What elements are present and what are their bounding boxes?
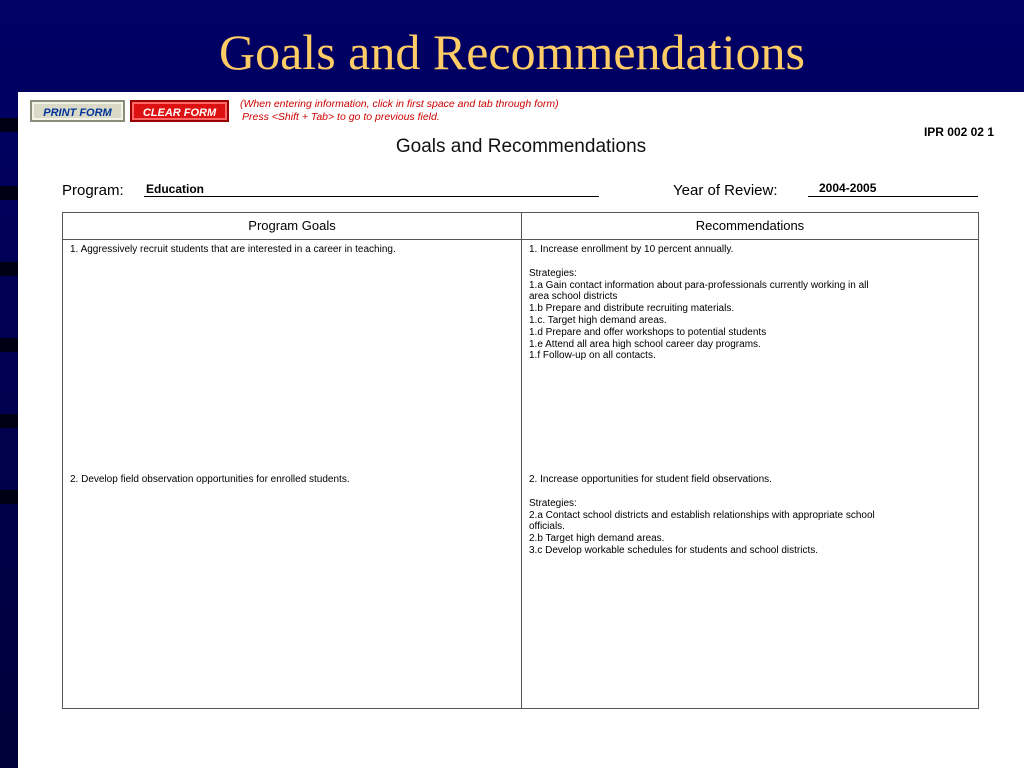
recommendation-line: officials. xyxy=(529,521,565,533)
recommendation-line: 1.b Prepare and distribute recruiting materials. xyxy=(529,303,735,315)
form-sheet xyxy=(18,92,1024,768)
recommendation-line: 1.a Gain contact information about para-professionals currently working in all xyxy=(529,279,869,291)
decor-stripe xyxy=(0,414,18,428)
recommendation-line: 1.f Follow-up on all contacts. xyxy=(529,350,656,362)
goal-item[interactable]: 2. Develop field observation opportunities for enrolled students. xyxy=(70,474,350,485)
form-id: IPR 002 02 1 xyxy=(923,125,994,139)
recommendation-line: 1. Increase enrollment by 10 percent annually. xyxy=(529,244,734,255)
clear-form-button[interactable]: CLEAR FORM xyxy=(130,100,229,122)
goal-item[interactable]: 1. Aggressively recruit students that are interested in a career in teaching. xyxy=(70,244,396,255)
recommendation-block[interactable] xyxy=(529,474,974,557)
year-label: Year of Review: xyxy=(673,182,778,199)
decor-stripe xyxy=(0,118,18,132)
recommendation-line: 3.c Develop workable schedules for students and school districts. xyxy=(529,544,819,556)
recommendation-line: Strategies: xyxy=(529,497,577,509)
recommendation-line: area school districts xyxy=(529,291,618,303)
header-program-goals: Program Goals xyxy=(248,218,336,233)
header-recommendations: Recommendations xyxy=(695,218,805,233)
decor-stripe xyxy=(0,262,18,276)
recommendation-line: 2. Increase opportunities for student field observations. xyxy=(529,474,772,485)
decor-stripe xyxy=(0,490,18,504)
print-form-button[interactable]: PRINT FORM xyxy=(30,100,125,122)
decor-stripe xyxy=(0,186,18,200)
recommendation-block[interactable] xyxy=(529,244,974,362)
instruction-line: Press <Shift + Tab> to go to previous field. xyxy=(242,111,440,123)
column-divider xyxy=(521,213,522,708)
decor-stripe xyxy=(0,338,18,352)
year-value[interactable]: 2004-2005 xyxy=(819,181,877,195)
recommendation-line: 2.a Contact school districts and establish relationships with appropriate school xyxy=(529,509,875,521)
slide-title: Goals and Recommendations xyxy=(219,24,805,80)
program-value[interactable]: Education xyxy=(146,182,205,196)
instruction-line: (When entering information, click in first space and tab through form) xyxy=(240,98,559,110)
recommendation-line: Strategies: xyxy=(529,267,577,279)
goals-table xyxy=(62,212,979,709)
form-instructions xyxy=(240,98,559,124)
recommendation-line: 1.d Prepare and offer workshops to potential students xyxy=(529,326,767,338)
form-title: Goals and Recommendations xyxy=(395,136,647,157)
recommendation-line: 2.b Target high demand areas. xyxy=(529,533,665,545)
recommendation-line: 1.e Attend all area high school career day programs. xyxy=(529,338,761,350)
program-field[interactable] xyxy=(144,196,599,197)
program-label: Program: xyxy=(62,182,124,199)
year-field[interactable] xyxy=(808,196,978,197)
recommendation-line: 1.c. Target high demand areas. xyxy=(529,314,667,326)
